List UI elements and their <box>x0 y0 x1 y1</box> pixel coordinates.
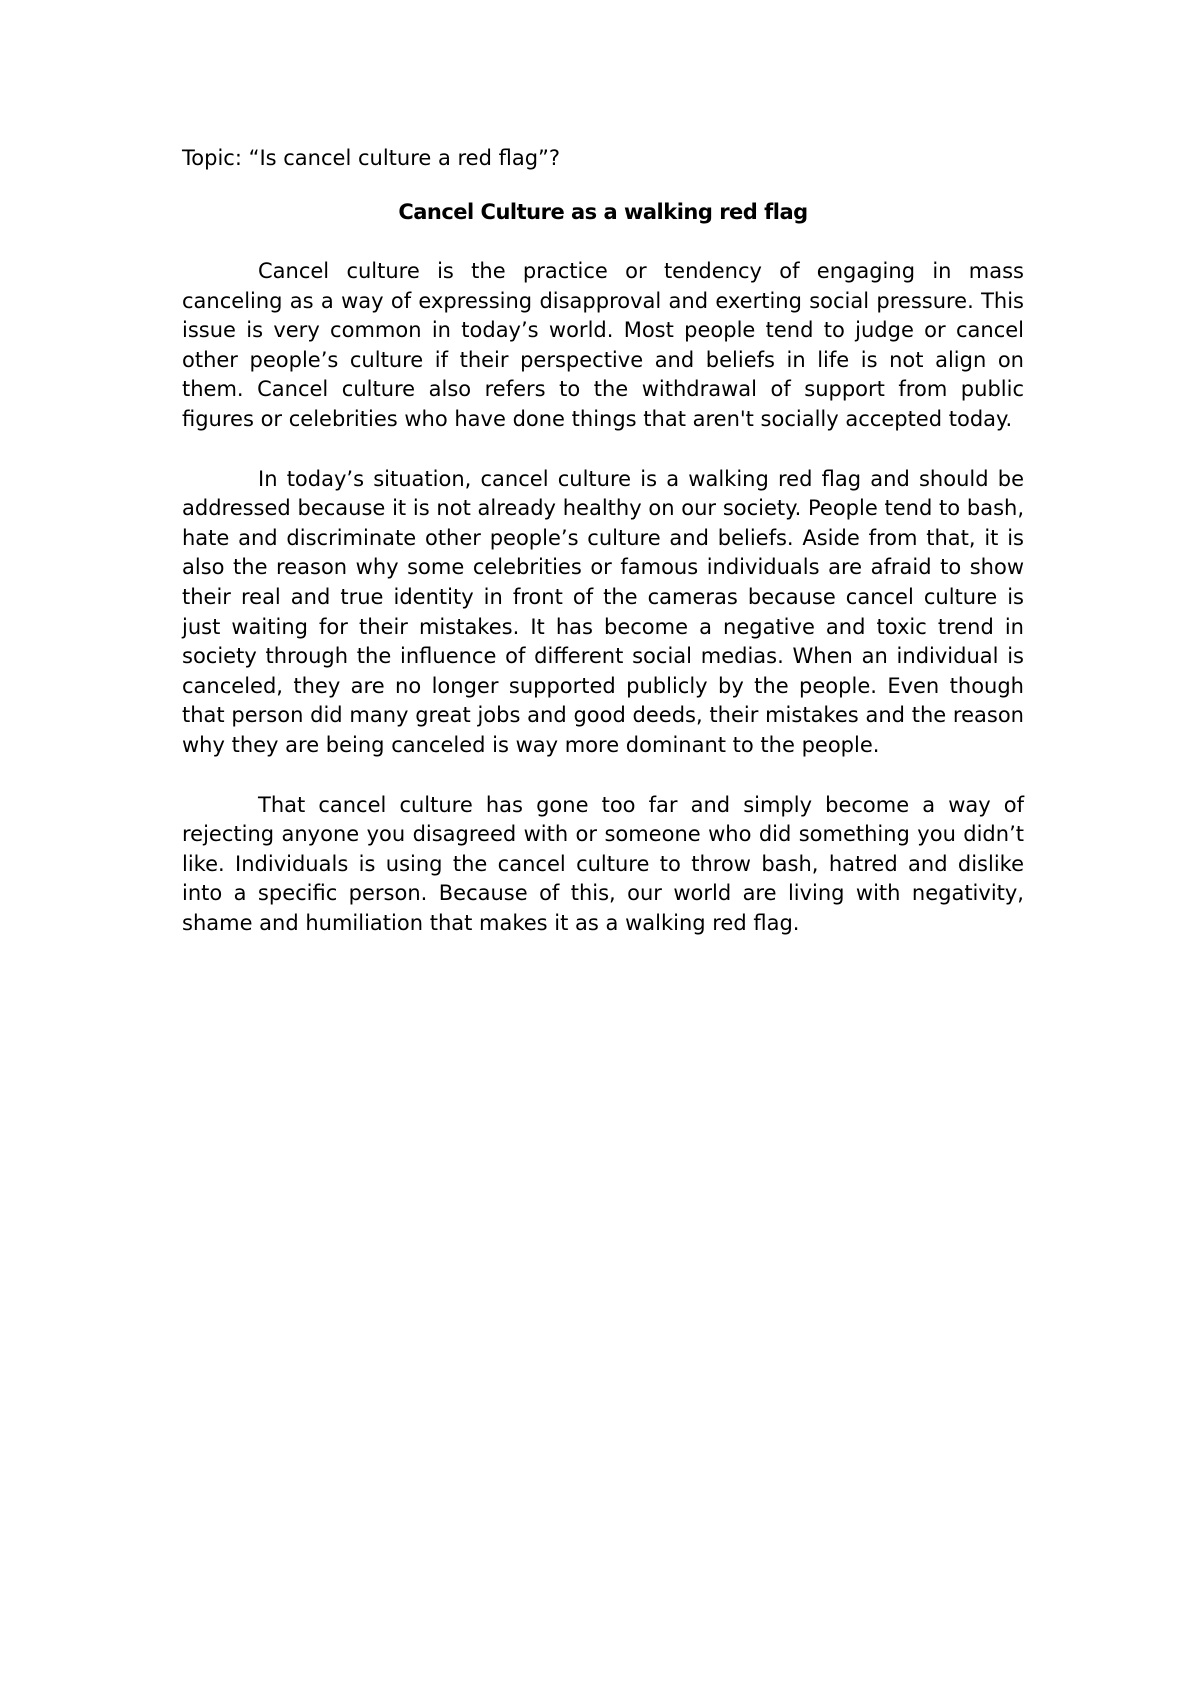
document-title: Cancel Culture as a walking red flag <box>398 200 808 224</box>
topic-line: Topic: “Is cancel culture a red flag”? <box>182 146 561 170</box>
paragraph-2: In today’s situation, cancel culture is a walking red flag and should be addressed because it is not already healthy on our society. People tend to bash, hate and discriminate other people’s culture and beliefs. Aside from that, it is also the reason why some celebrities or famous individuals are afraid to show their real and true identity in front of the cameras because cancel culture is just waiting for their mistakes. It has become a negative and toxic trend in society through the influence of different social medias. When an individual is canceled, they are no longer supported publicly by the people. Even though that person did many great jobs and good deeds, their mistakes and the reason why they are being canceled is way more dominant to the people. <box>182 466 1024 757</box>
paragraph-1: Cancel culture is the practice or tendency of engaging in mass canceling as a way of expressing disapproval and exerting social pressure. This issue is very common in today’s world. Most people tend to judge or cancel other people’s culture if their perspective and beliefs in life is not align on them. Cancel culture also refers to the withdrawal of support from public figures or celebrities who have done things that aren't socially accepted today. <box>182 259 1024 431</box>
document-body <box>182 143 1024 968</box>
paragraph-3: That cancel culture has gone too far and simply become a way of rejecting anyone you disagreed with or someone who did something you didn’t like. Individuals is using the cancel culture to throw bash, hatred and dislike into a specific person. Because of this, our world are living with negativity, shame and humiliation that makes it as a walking red flag. <box>182 792 1024 935</box>
